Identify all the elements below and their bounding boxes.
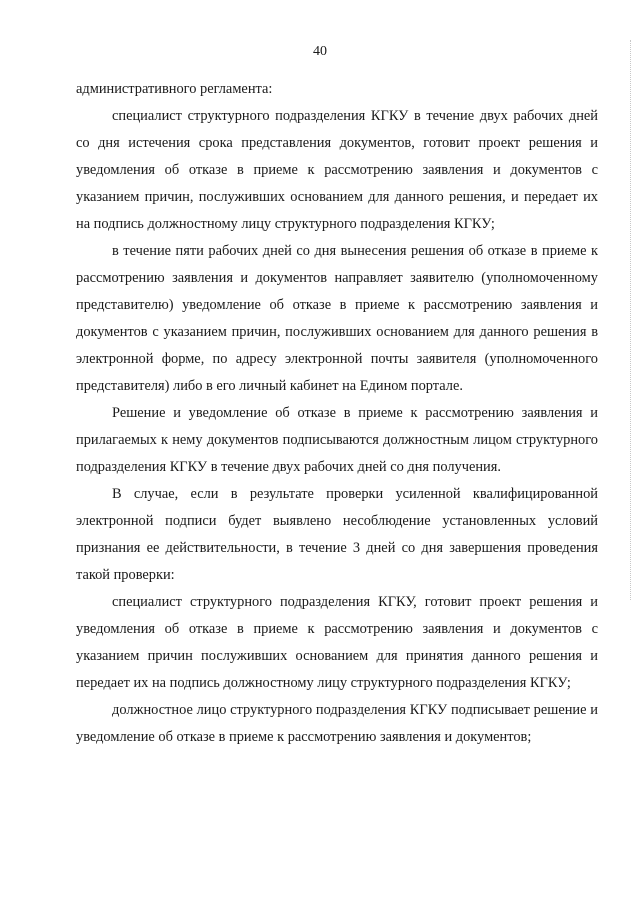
paragraph-signature-check: В случае, если в результате проверки усиленной квалифицированной электронной подписи будет выявлено несоблюдение установленных условий признания ее действительности, в течение 3 дней со дня завершения проведения такой проверки: bbox=[76, 486, 598, 583]
page-number: 40 bbox=[313, 44, 327, 59]
document-body bbox=[76, 76, 598, 751]
paragraph-notification-sending: в течение пяти рабочих дней со дня вынесения решения об отказе в приеме к рассмотрению заявления и документов направляет заявителю (уполномоченному представителю) уведомление об отказе в приеме к рассмотрению заявления и документов с указанием причин, послуживших основанием для данного решения в электронной форме, по адресу электронной почты заявителя (уполномоченного представителя) либо в его личный кабинет на Едином портале. bbox=[76, 243, 598, 394]
paragraph-specialist-draft-decision: специалист структурного подразделения КГКУ, готовит проект решения и уведомления об отказе в приеме к рассмотрению заявления и документов с указанием причин послуживших основанием для принятия данного решения и передает их на подпись должностному лицу структурного подразделения КГКУ; bbox=[76, 594, 598, 691]
paragraph-official-signs: должностное лицо структурного подразделения КГКУ подписывает решение и уведомление об отказе в приеме к рассмотрению заявления и документов; bbox=[76, 702, 598, 745]
scan-edge-line bbox=[630, 40, 632, 600]
paragraph-decision-signing: Решение и уведомление об отказе в приеме к рассмотрению заявления и прилагаемых к нему документов подписываются должностным лицом структурного подразделения КГКУ в течение двух рабочих дней со дня получения. bbox=[76, 405, 598, 475]
paragraph-regulation-continuation: административного регламента: bbox=[76, 81, 273, 97]
paragraph-specialist-prepares-draft: специалист структурного подразделения КГКУ в течение двух рабочих дней со дня истечения срока представления документов, готовит проект решения и уведомления об отказе в приеме к рассмотрению заявления и документов с указанием причин, послуживших основанием для данного решения, и передает их на подпись должностному лицу структурного подразделения КГКУ; bbox=[76, 108, 598, 232]
